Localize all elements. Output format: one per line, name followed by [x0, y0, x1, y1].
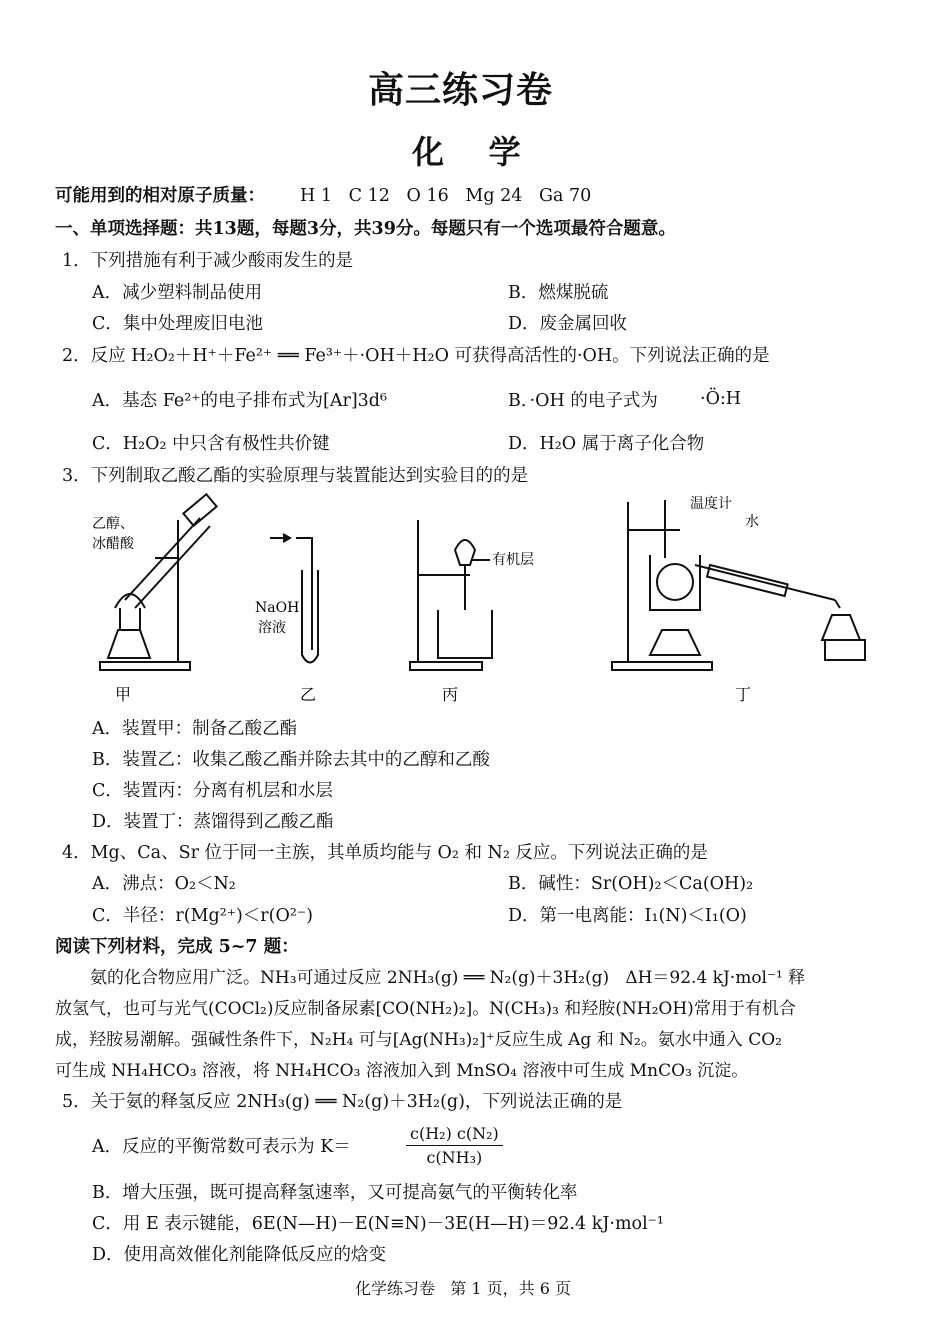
- label-jia: 甲: [115, 685, 132, 704]
- label-ding-thermo: 温度计: [690, 496, 732, 512]
- label-yi-reagent-1: NaOH: [255, 600, 300, 616]
- reading-line-1: 氨的化合物应用广泛。NH₃可通过反应 2NH₃(g) ══ N₂(g)＋3H₂(g) ΔH＝92.4 kJ·mol⁻¹ 释: [90, 968, 806, 988]
- page-title: 高三练习卷: [368, 69, 554, 111]
- q2-option-b-formula: ·Ö:H: [700, 389, 742, 409]
- label-ding-water: 水: [745, 514, 759, 530]
- q3-option-a: A．装置甲：制备乙酸乙酯: [92, 719, 298, 739]
- page-footer: 化学练习卷 第 1 页，共 6 页: [355, 1279, 571, 1298]
- q5-option-b: B．增大压强，既可提高释氢速率，又可提高氨气的平衡转化率: [92, 1183, 578, 1203]
- q2-option-b: B．·OH 的电子式为: [508, 391, 658, 411]
- q1-stem: 1．下列措施有利于减少酸雨发生的是: [62, 251, 354, 271]
- label-jia-reagent-1: 乙醇、: [92, 516, 134, 532]
- section-heading: 一、单项选择题：共13题，每题3分，共39分。每题只有一个选项最符合题意。: [55, 219, 676, 239]
- label-yi: 乙: [300, 685, 317, 704]
- q5-stem: 5．关于氨的释氢反应 2NH₃(g) ══ N₂(g)＋3H₂(g)，下列说法正确的是: [62, 1092, 623, 1112]
- q5-option-c: C．用 E 表示键能，6E(N—H)－E(N≡N)－3E(H—H)＝92.4 kJ·mol⁻¹: [92, 1214, 664, 1234]
- q1-option-d: D．废金属回收: [508, 314, 628, 334]
- fraction-numerator: c(H₂) c(N₂): [406, 1124, 503, 1146]
- reading-line-3: 成，羟胺易潮解。强碱性条件下，N₂H₄ 可与[Ag(NH₃)₂]⁺反应生成 Ag 和 N₂。氨水中通入 CO₂: [55, 1030, 782, 1050]
- q3-stem: 3．下列制取乙酸乙酯的实验原理与装置能达到实验目的的是: [62, 466, 529, 486]
- q4-option-c: C．半径：r(Mg²⁺)＜r(O²⁻): [92, 906, 313, 926]
- reading-line-2: 放氢气，也可与光气(COCl₂)反应制备尿素[CO(NH₂)₂]。N(CH₃)₃ 和羟胺(NH₂OH)常用于有机合: [55, 999, 796, 1019]
- q5-option-a-prefix: A．反应的平衡常数可表示为 K＝: [92, 1137, 351, 1157]
- q4-option-d: D．第一电离能：I₁(N)＜I₁(O): [508, 906, 747, 926]
- reading-line-4: 可生成 NH₄HCO₃ 溶液，将 NH₄HCO₃ 溶液加入到 MnSO₄ 溶液中可生成 MnCO₃ 沉淀。: [55, 1061, 749, 1081]
- label-ding: 丁: [735, 685, 752, 704]
- q2-option-c: C．H₂O₂ 中只含有极性共价键: [92, 434, 330, 454]
- reading-intro: 阅读下列材料，完成 5~7 题：: [55, 937, 299, 957]
- q4-stem: 4．Mg、Ca、Sr 位于同一主族，其单质均能与 O₂ 和 N₂ 反应。下列说法正确的是: [62, 843, 708, 863]
- label-jia-reagent-2: 冰醋酸: [92, 536, 134, 552]
- q1-option-c: C．集中处理废旧电池: [92, 314, 263, 334]
- label-bing-layer: 有机层: [492, 552, 534, 568]
- fraction-denominator: c(NH₃): [426, 1148, 483, 1167]
- q5-option-d: D．使用高效催化剂能降低反应的焓变: [92, 1245, 387, 1265]
- subject-title: 化 学: [412, 133, 521, 171]
- apparatus-figure: [0, 490, 950, 720]
- q3-option-b: B．装置乙：收集乙酸乙酯并除去其中的乙醇和乙酸: [92, 750, 490, 770]
- q4-option-b: B．碱性：Sr(OH)₂＜Ca(OH)₂: [508, 874, 754, 894]
- q2-option-d: D．H₂O 属于离子化合物: [508, 434, 705, 454]
- label-yi-reagent-2: 溶液: [258, 620, 286, 636]
- q5-option-a-fraction: [406, 1124, 503, 1167]
- q3-option-d: D．装置丁：蒸馏得到乙酸乙酯: [92, 812, 334, 832]
- q3-option-c: C．装置丙：分离有机层和水层: [92, 781, 333, 801]
- atomic-masses-values: H 1 C 12 O 16 Mg 24 Ga 70: [300, 186, 592, 206]
- q4-option-a: A．沸点：O₂＜N₂: [92, 874, 236, 894]
- q2-option-a: A．基态 Fe²⁺的电子排布式为[Ar]3d⁶: [92, 391, 388, 411]
- label-bing: 丙: [442, 685, 459, 704]
- atomic-masses-label: 可能用到的相对原子质量：: [55, 186, 265, 206]
- q1-option-a: A．减少塑料制品使用: [92, 283, 263, 303]
- q2-stem: 2．反应 H₂O₂＋H⁺＋Fe²⁺ ══ Fe³⁺＋·OH＋H₂O 可获得高活性的·OH。下列说法正确的是: [62, 346, 770, 366]
- q1-option-b: B．燃煤脱硫: [508, 283, 609, 303]
